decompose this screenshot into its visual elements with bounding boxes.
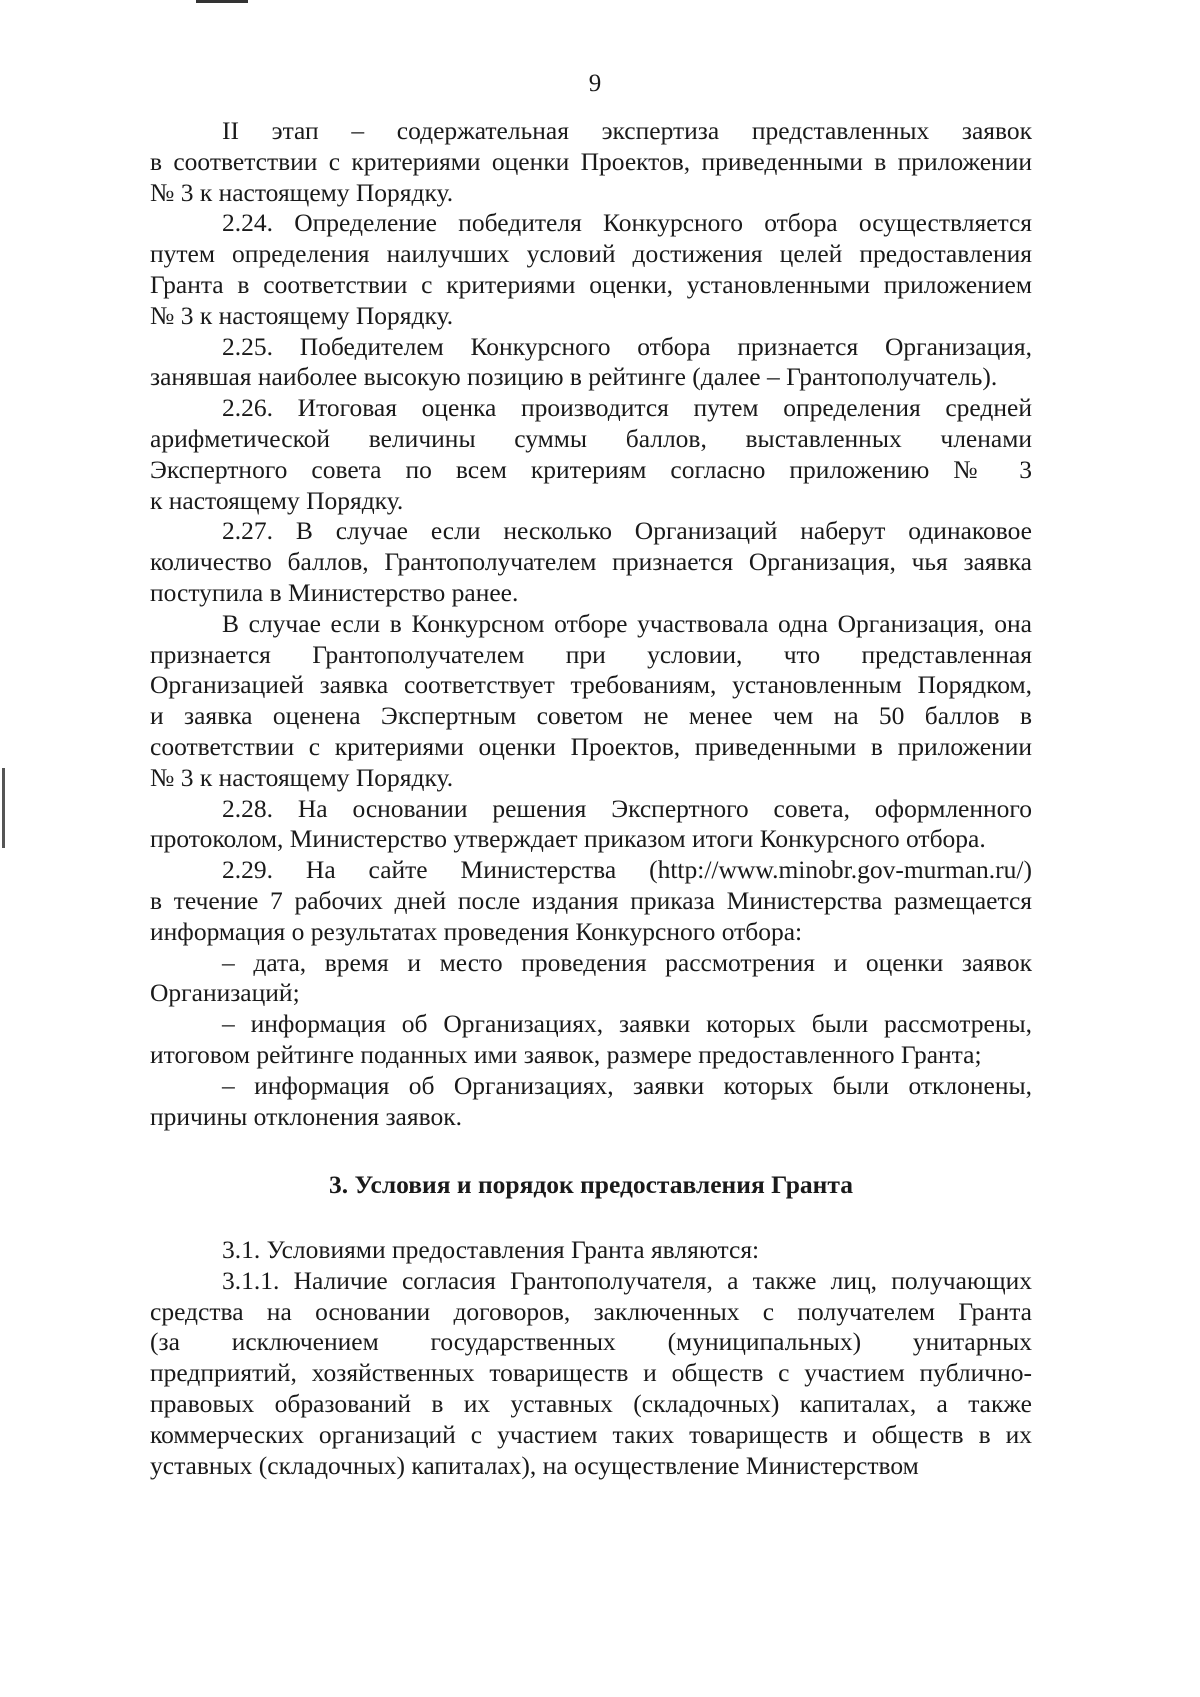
page-number: 9 <box>588 70 602 97</box>
section-2-continuation <box>150 116 1032 1132</box>
text-line: 2.28. На основании решения Экспертного совета, оформленного <box>222 793 1032 823</box>
text-line: протоколом, Министерство утверждает приказом итоги Конкурсного отбора. <box>150 824 986 854</box>
text-line: 3.1.1. Наличие согласия Грантополучателя, а также лиц, получающих <box>222 1265 1032 1295</box>
section-3-body <box>150 1235 1032 1481</box>
text-line: № 3 к настоящему Порядку. <box>150 300 454 330</box>
text-line: занявшая наиболее высокую позицию в рейтинге (далее – Грантополучатель). <box>150 362 998 392</box>
text-line: уставных (складочных) капиталах), на осуществление Министерством <box>150 1450 919 1480</box>
text-line: – информация об Организациях, заявки которых были рассмотрены, <box>222 1009 1032 1039</box>
text-line: соответствии с критериями оценки Проектов, приведенными в приложении <box>150 731 1032 761</box>
paragraph <box>150 208 1032 331</box>
document-body <box>150 116 1032 1481</box>
text-line: количество баллов, Грантополучателем признается Организация, чья заявка <box>150 547 1032 577</box>
text-line: коммерческих организаций с участием таких товариществ и обществ в их <box>150 1419 1032 1449</box>
paragraph <box>150 1235 1032 1266</box>
paragraph <box>150 609 1032 794</box>
paragraph <box>150 1071 1032 1133</box>
text-line: 2.29. На сайте Министерства (http://www.minobr.gov-murman.ru/) <box>222 855 1032 885</box>
text-line: В случае если в Конкурсном отборе участвовала одна Организация, она <box>222 608 1032 638</box>
text-line: Экспертного совета по всем критериям согласно приложению № 3 <box>150 454 1032 484</box>
text-line: в течение 7 рабочих дней после издания приказа Министерства размещается <box>150 885 1032 915</box>
text-line: в соответствии с критериями оценки Проектов, приведенными в приложении <box>150 146 1032 176</box>
text-line: 2.27. В случае если несколько Организаций наберут одинаковое <box>222 516 1032 546</box>
text-line: правовых образований в их уставных (складочных) капиталах, а также <box>150 1389 1032 1419</box>
paragraph <box>150 393 1032 516</box>
top-scan-rule <box>196 0 248 3</box>
text-line: № 3 к настоящему Порядку. <box>150 177 454 207</box>
text-line: арифметической величины суммы баллов, выставленных членами <box>150 423 1032 453</box>
text-line: Организаций; <box>150 978 300 1008</box>
text-line: № 3 к настоящему Порядку. <box>150 762 454 792</box>
text-line: – дата, время и место проведения рассмотрения и оценки заявок <box>222 947 1032 977</box>
text-line: II этап – содержательная экспертиза представленных заявок <box>222 116 1032 145</box>
paragraph <box>150 116 1032 208</box>
text-line: итоговом рейтинге поданных ими заявок, размере предоставленного Гранта; <box>150 1039 982 1069</box>
paragraph <box>150 794 1032 856</box>
text-line: поступила в Министерство ранее. <box>150 577 519 607</box>
text-line: предприятий, хозяйственных товариществ и обществ с участием публично- <box>150 1358 1032 1388</box>
text-line: к настоящему Порядку. <box>150 485 404 515</box>
text-line: средства на основании договоров, заключенных с получателем Гранта <box>150 1296 1032 1326</box>
text-line: Гранта в соответствии с критериями оценки, установленными приложением <box>150 269 1032 299</box>
left-scan-mark <box>2 768 5 848</box>
paragraph <box>150 516 1032 608</box>
section-heading: 3. Условия и порядок предоставления Гранта <box>329 1170 853 1200</box>
text-line: 2.25. Победителем Конкурсного отбора признается Организация, <box>222 331 1032 361</box>
text-line: Организацией заявка соответствует требованиям, установленным Порядком, <box>150 670 1032 700</box>
paragraph <box>150 948 1032 1010</box>
text-line: признается Грантополучателем при условии, что представленная <box>150 639 1032 669</box>
text-line: и заявка оценена Экспертным советом не менее чем на 50 баллов в <box>150 701 1032 731</box>
text-line: информация о результатах проведения Конкурсного отбора: <box>150 916 803 946</box>
text-line: (за исключением государственных (муниципальных) унитарных <box>150 1327 1032 1357</box>
paragraph <box>150 855 1032 947</box>
text-line: причины отклонения заявок. <box>150 1101 462 1131</box>
text-line: путем определения наилучших условий достижения целей предоставления <box>150 239 1032 269</box>
text-line: 2.24. Определение победителя Конкурсного отбора осуществляется <box>222 208 1032 238</box>
paragraph <box>150 1266 1032 1482</box>
text-line: 2.26. Итоговая оценка производится путем определения средней <box>222 393 1032 423</box>
text-line: 3.1. Условиями предоставления Гранта являются: <box>222 1235 760 1265</box>
paragraph <box>150 332 1032 394</box>
paragraph <box>150 1009 1032 1071</box>
text-line: – информация об Организациях, заявки которых были отклонены, <box>222 1070 1032 1100</box>
